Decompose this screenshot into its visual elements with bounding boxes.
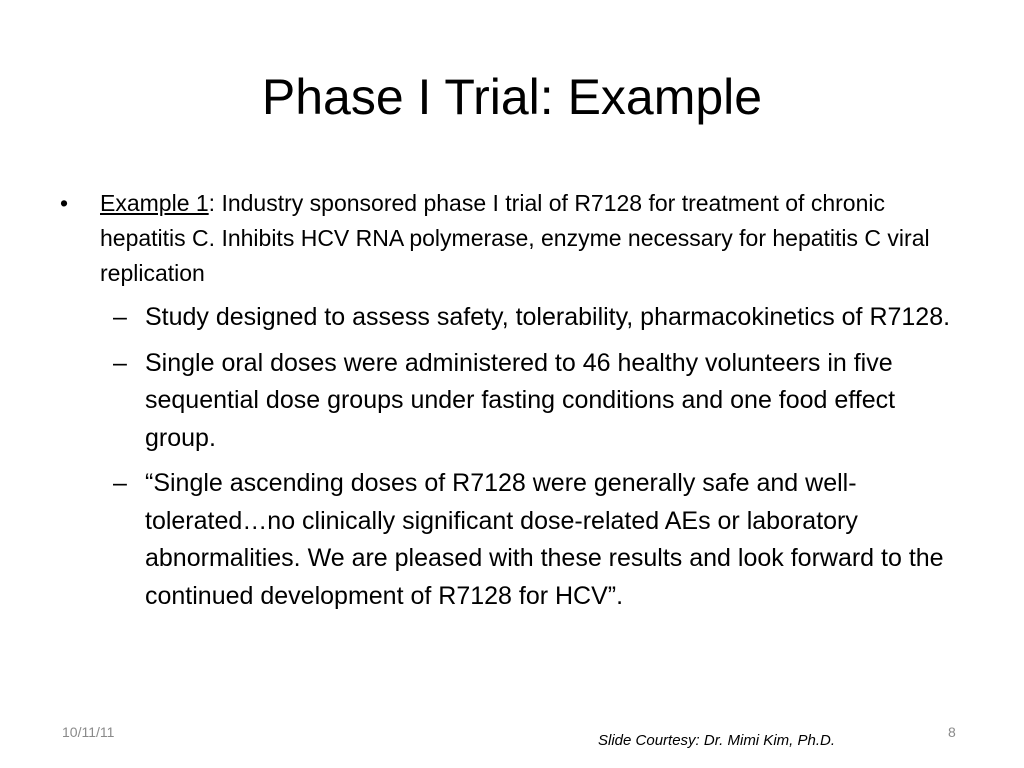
footer-date: 10/11/11 bbox=[62, 724, 115, 740]
bullet-item bbox=[60, 186, 970, 291]
sub-bullet-text: Study designed to assess safety, tolerability, pharmacokinetics of R7128. bbox=[145, 303, 951, 331]
sub-bullet-item bbox=[60, 345, 970, 458]
slide-number: 8 bbox=[948, 724, 956, 740]
slide-title: Phase I Trial: Example bbox=[261, 69, 763, 125]
sub-bullet-text: Single oral doses were administered to 46 healthy volunteers in five sequential dose groups under fasting conditions and one food effect group. bbox=[145, 348, 896, 452]
sub-bullet-item bbox=[60, 465, 970, 615]
sub-bullet-text: “Single ascending doses of R7128 were generally safe and well-tolerated…no clinically significant dose-related AEs or laboratory abnormalities. We are pleased with these results and look forward to the continued development of R7128 for HCV”. bbox=[145, 469, 944, 610]
sub-bullet-marker: – bbox=[113, 469, 127, 497]
sub-bullet-item bbox=[60, 299, 970, 337]
slide-courtesy: Slide Courtesy: Dr. Mimi Kim, Ph.D. bbox=[598, 732, 835, 749]
sub-bullet-marker: – bbox=[113, 348, 127, 377]
bullet-text: : Industry sponsored phase I trial of R7128 for treatment of chronic hepatitis C. Inhibits HCV RNA polymerase, enzyme necessary for hepatitis C viral replication bbox=[100, 190, 930, 286]
bullet-lead-text: Example 1 bbox=[100, 190, 209, 216]
slide-content bbox=[60, 186, 970, 623]
bullet-marker: • bbox=[60, 190, 69, 216]
sub-bullet-marker: – bbox=[113, 303, 127, 331]
